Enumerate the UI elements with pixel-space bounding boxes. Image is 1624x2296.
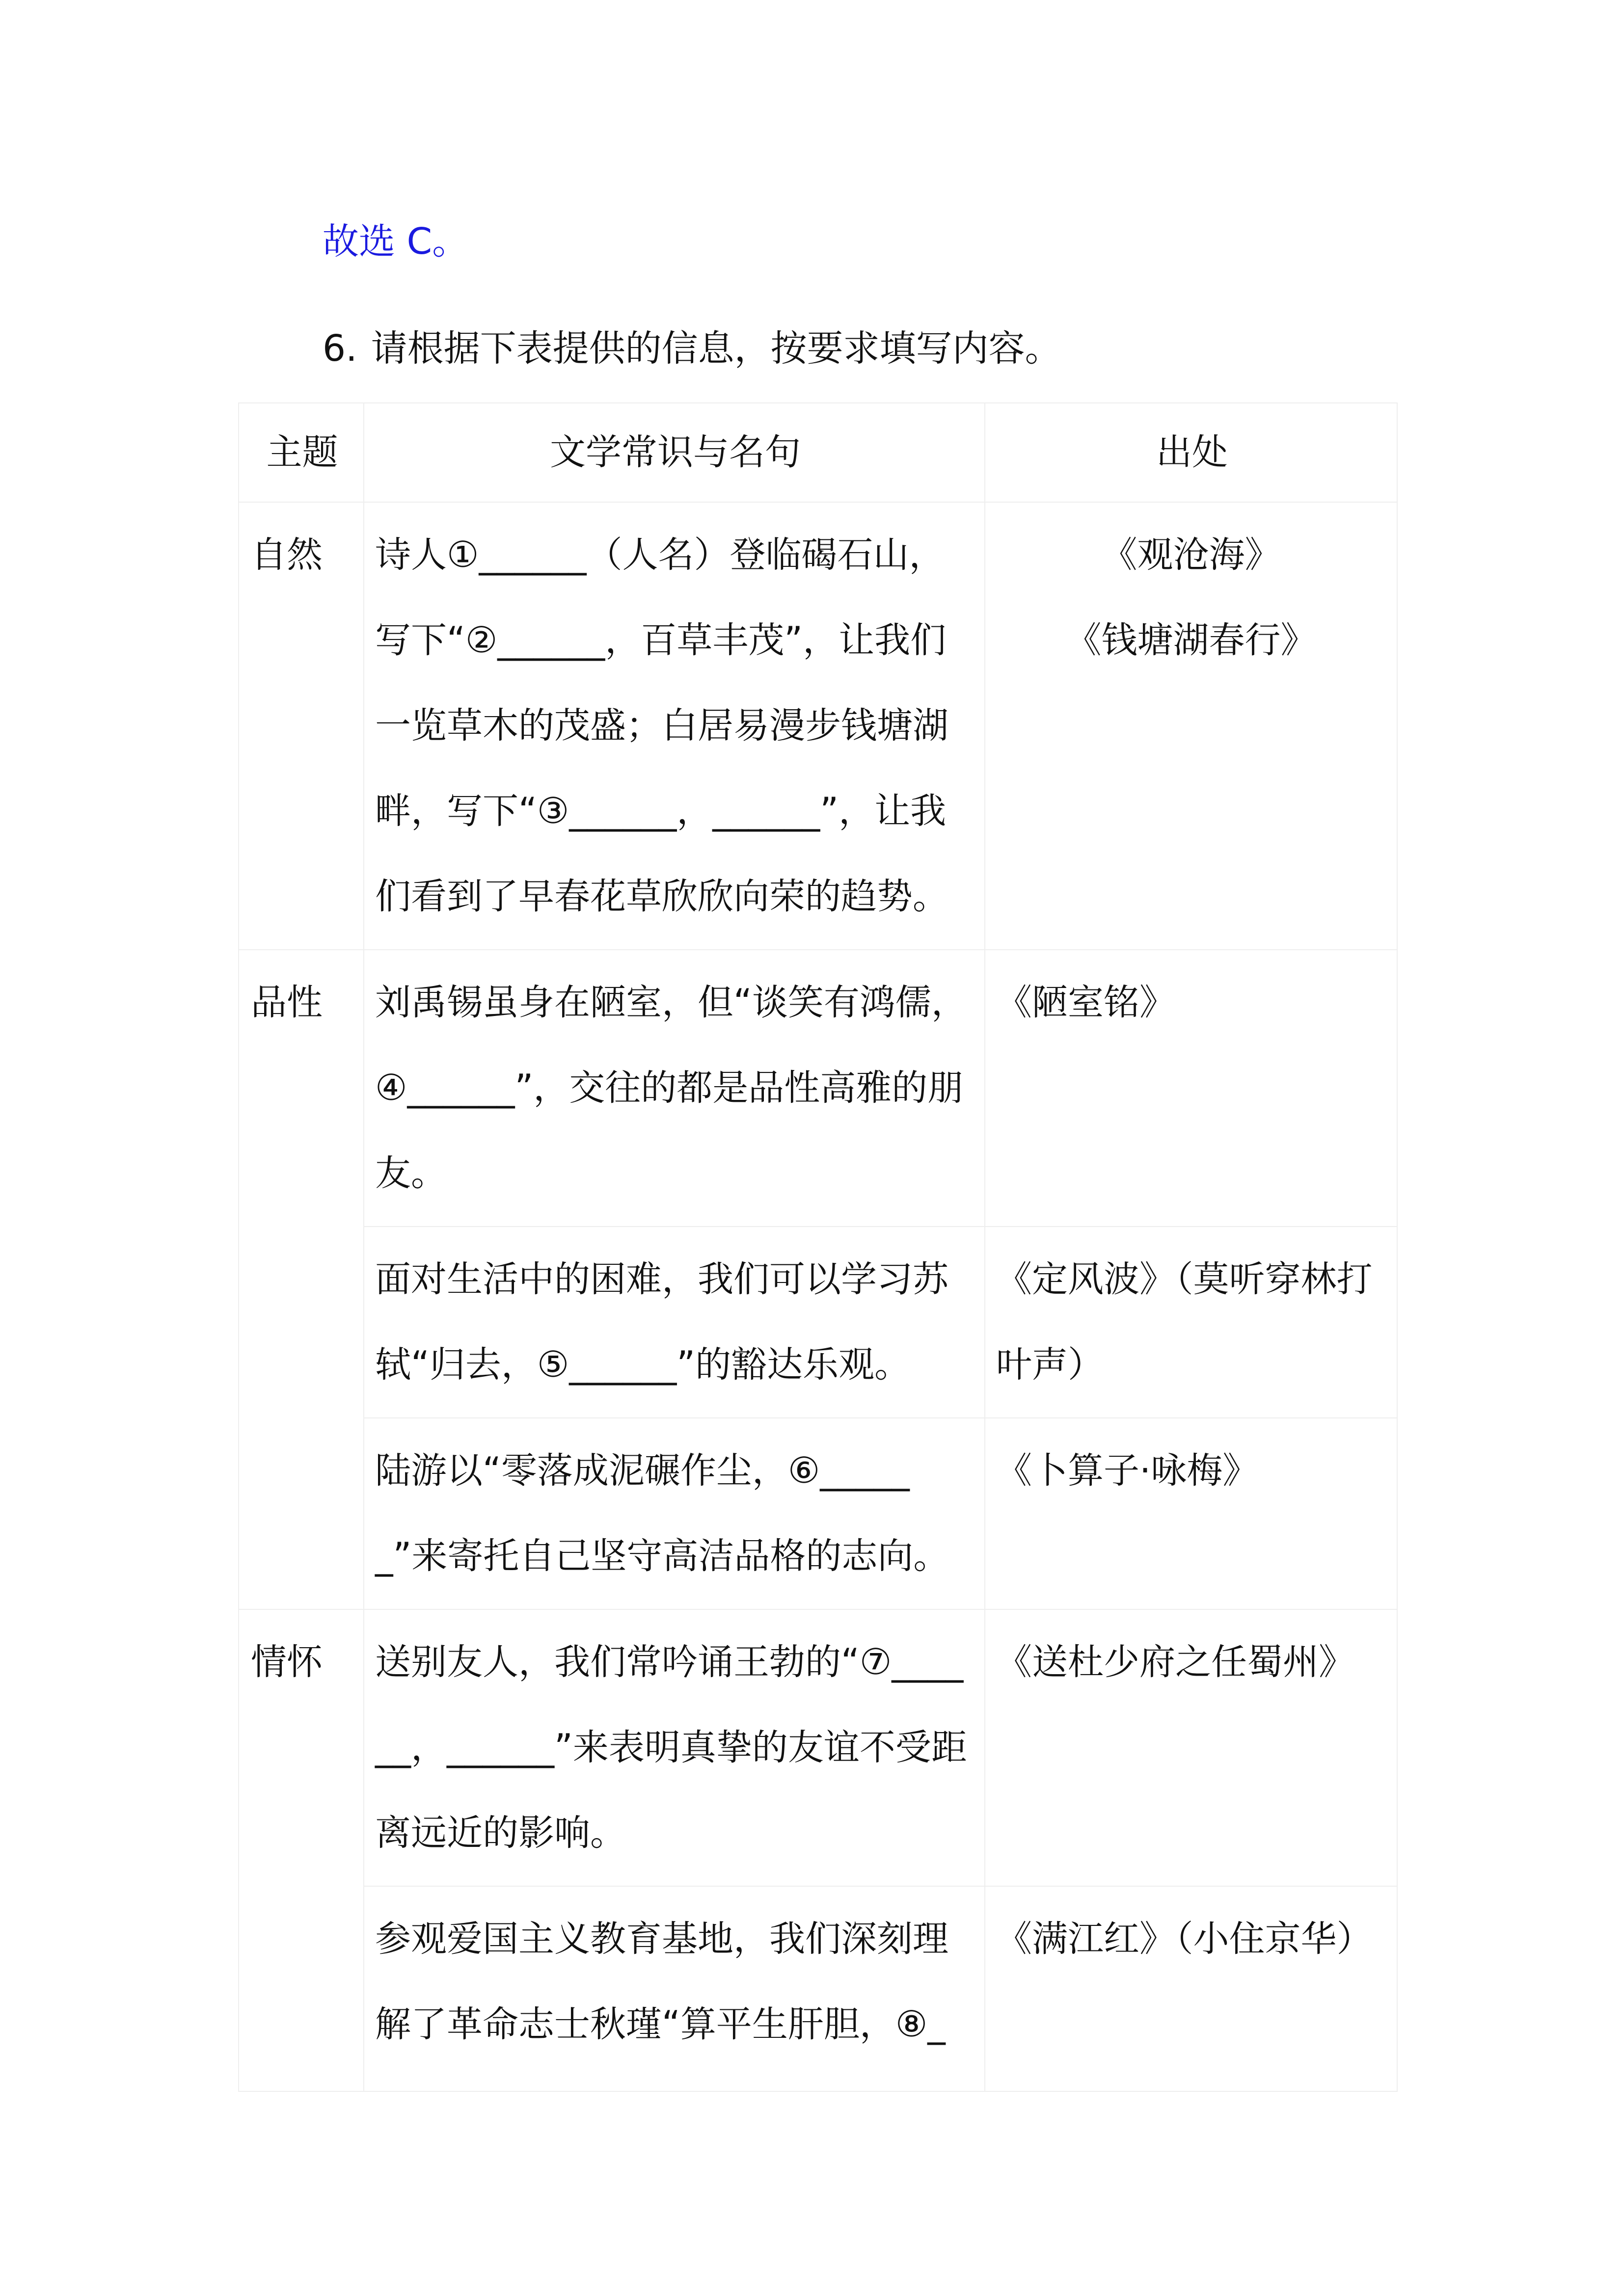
source-title: 《定风波》（莫听穿林打叶声） — [996, 1258, 1373, 1386]
content-cell: 刘禹锡虽身在陋室，但“谈笑有鸿儒，④______”，交往的都是品性高雅的朋友。 — [364, 950, 985, 1227]
source-title: 《陋室铭》 — [996, 982, 1175, 1023]
source-title: 《钱塘湖春行》 — [1065, 619, 1317, 661]
theme-cell: 品性 — [239, 950, 364, 1609]
question-text: 请根据下表提供的信息，按要求填写内容。 — [371, 327, 1061, 370]
table-row — [239, 1227, 1397, 1418]
content-cell: 面对生活中的困难，我们可以学习苏轼“归去，⑤______”的豁达乐观。 — [364, 1227, 985, 1418]
header-content: 文学常识与名句 — [364, 403, 985, 502]
source-title: 《卜算子·咏梅》 — [996, 1450, 1259, 1492]
theme-cell: 自然 — [239, 502, 364, 950]
answer-text: 故选 C。 — [323, 220, 469, 263]
source-cell — [985, 502, 1397, 950]
table-row — [239, 950, 1397, 1227]
table-header-row — [239, 403, 1397, 502]
question-heading — [323, 319, 1061, 378]
content-cell: 诗人①______（人名）登临碣石山，写下“②______，百草丰茂”，让我们一览草木的茂盛；白居易漫步钱塘湖畔，写下“③______，______”，让我们看到了早春花草欣欣向荣的趋势。 — [364, 502, 985, 950]
source-title: 《满江红》（小住京华） — [996, 1918, 1373, 1960]
theme-cell: 情怀 — [239, 1609, 364, 2091]
table-row — [239, 502, 1397, 950]
content-cell: 陆游以“零落成泥碾作尘，⑥______”来寄托自己坚守高洁品格的志向。 — [364, 1418, 985, 1609]
source-title: 《观沧海》 — [1101, 534, 1281, 576]
table-row — [239, 1609, 1397, 1886]
source-cell — [985, 1227, 1397, 1418]
source-cell — [985, 1418, 1397, 1609]
source-cell — [985, 1609, 1397, 1886]
content-cell: 送别友人，我们常吟诵王勃的“⑦______，______”来表明真挚的友谊不受距离远近的影响。 — [364, 1609, 985, 1886]
header-source: 出处 — [985, 403, 1397, 502]
table-row — [239, 1886, 1397, 2091]
literature-table — [238, 402, 1398, 2092]
table-row — [239, 1418, 1397, 1609]
source-title: 《送杜少府之任蜀州》 — [996, 1641, 1354, 1683]
source-cell — [985, 1886, 1397, 2091]
header-theme: 主题 — [239, 403, 364, 502]
question-number: 6. — [323, 327, 357, 370]
source-cell — [985, 950, 1397, 1227]
content-cell: 参观爱国主义教育基地，我们深刻理解了革命志士秋瑾“算平生肝胆，⑧_ — [364, 1886, 985, 2091]
